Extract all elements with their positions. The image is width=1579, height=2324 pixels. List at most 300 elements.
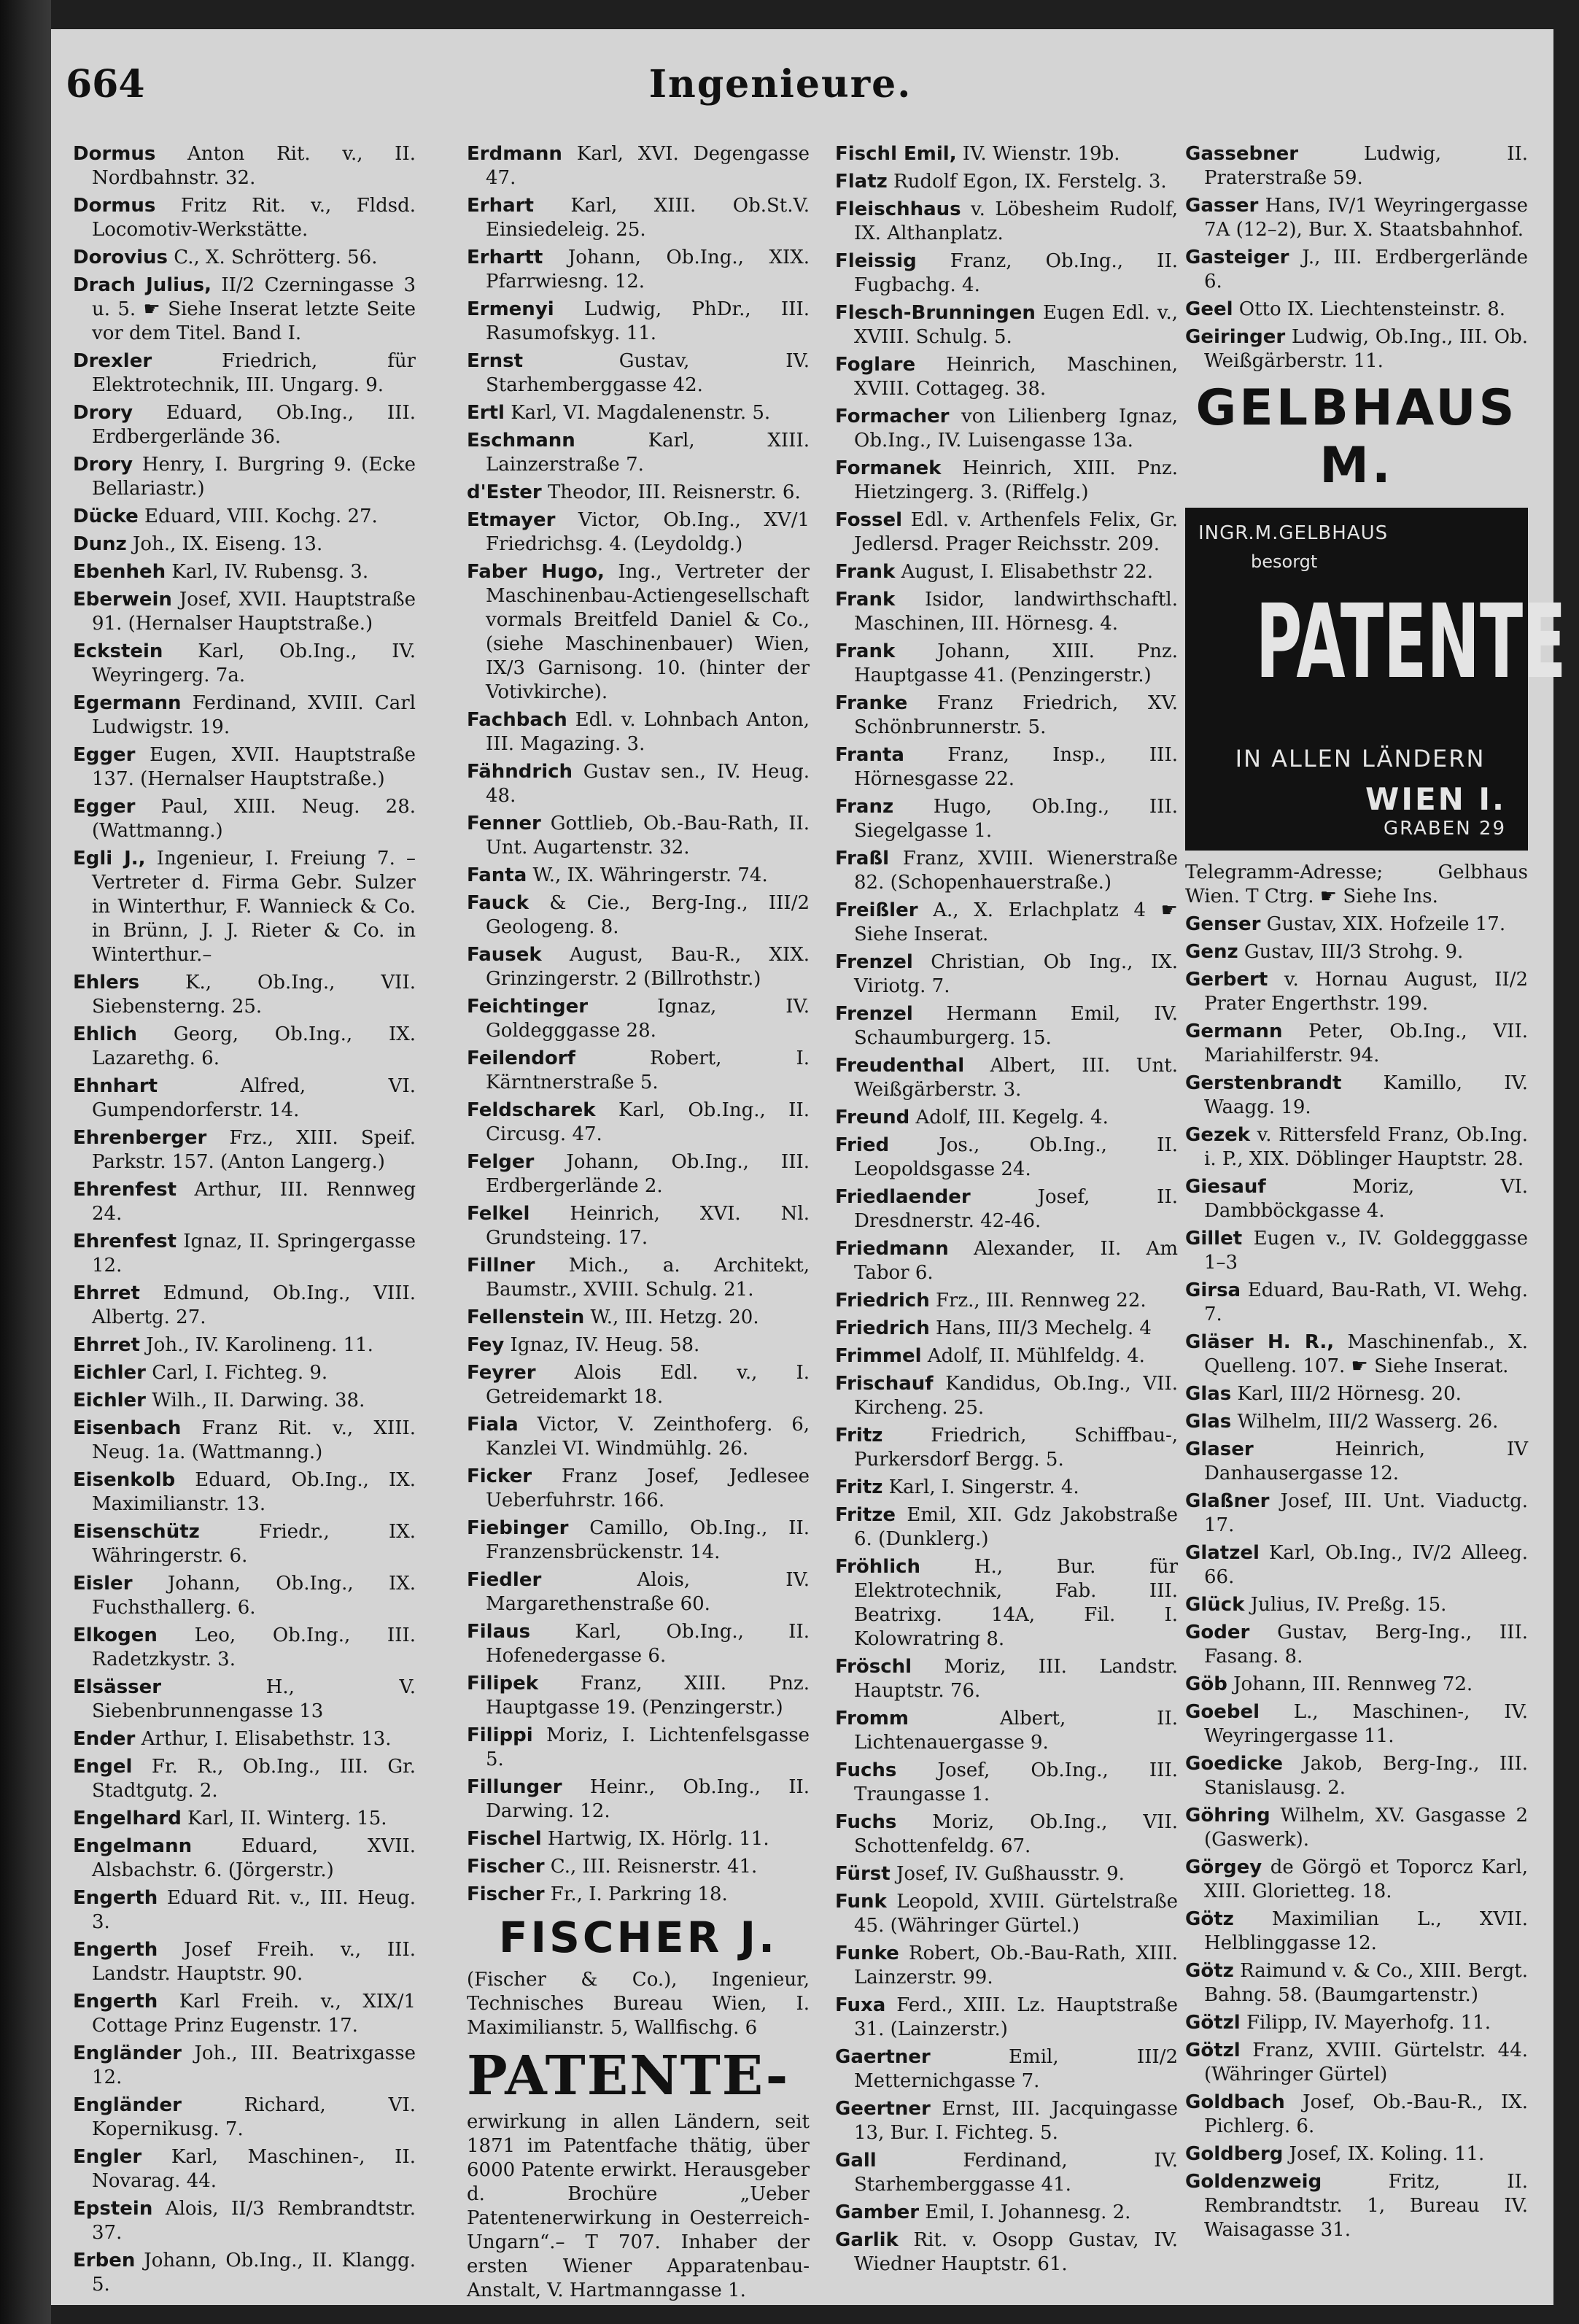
entry-details: Fritz Rit. v., Fldsd. Locomotiv-Werkstätte. bbox=[92, 195, 416, 241]
directory-entry bbox=[73, 1807, 416, 1831]
directory-entry bbox=[73, 1676, 416, 1724]
directory-entry bbox=[467, 481, 810, 505]
entry-name: Garlik bbox=[835, 2229, 899, 2251]
entry-details: A., X. Erlachplatz 4 ☛ Siehe Inserat. bbox=[854, 899, 1178, 945]
entry-details: Edl. v. Lohnbach Anton, III. Magazing. 3. bbox=[486, 709, 810, 755]
entry-name: Fellenstein bbox=[467, 1306, 585, 1328]
directory-entry bbox=[73, 560, 416, 584]
entry-name: Egger bbox=[73, 796, 136, 818]
directory-entry bbox=[835, 1106, 1178, 1130]
entry-name: Freißler bbox=[835, 899, 918, 921]
entry-details: Maximilian L., XVII. Helblinggasse 12. bbox=[1204, 1908, 1528, 1954]
entry-name: Fischl Emil, bbox=[835, 143, 957, 165]
directory-entry bbox=[835, 950, 1178, 999]
directory-entry bbox=[1185, 1621, 1528, 1669]
directory-entry bbox=[73, 2197, 416, 2245]
directory-entry bbox=[835, 588, 1178, 636]
entry-name: Foglare bbox=[835, 354, 916, 376]
directory-entry bbox=[1185, 1673, 1528, 1697]
entry-name: Fauck bbox=[467, 892, 529, 914]
directory-entry bbox=[467, 1465, 810, 1513]
entry-name: Goldbach bbox=[1185, 2091, 1285, 2113]
entry-name: Fleissig bbox=[835, 250, 917, 272]
entry-details: Ignaz, IV. Goldegggasse 28. bbox=[486, 996, 810, 1042]
entry-name: Friedlaender bbox=[835, 1186, 971, 1208]
entry-name: Glatzel bbox=[1185, 1542, 1260, 1564]
entry-details: Karl Freih. v., XIX/1 Cottage Prinz Eugenstr. 17. bbox=[92, 1991, 416, 2037]
entry-details: Eugen v., IV. Goldegggasse 1–3 bbox=[1204, 1228, 1528, 1274]
entry-details: Jakob, Berg-Ing., III. Stanislausg. 2. bbox=[1204, 1753, 1528, 1799]
entry-details: Eduard, VIII. Kochg. 27. bbox=[138, 506, 378, 527]
directory-entry bbox=[835, 1372, 1178, 1420]
entry-details: Johann, Ob.Ing., IX. Fuchsthallerg. 6. bbox=[92, 1573, 416, 1619]
entry-details: Franz Josef, Jedlesee Ueberfuhrstr. 166. bbox=[486, 1465, 810, 1511]
entry-details: Karl, XVI. Degengasse 47. bbox=[486, 143, 810, 189]
entry-details: J., III. Erdbergerlände 6. bbox=[1204, 247, 1528, 293]
entry-details: Christian, Ob Ing., IX. Viriotg. 7. bbox=[854, 951, 1178, 997]
entry-name: Engelmann bbox=[73, 1835, 193, 1857]
entry-details: Alois Edl. v., I. Getreidemarkt 18. bbox=[486, 1362, 810, 1408]
entry-name: Fleischhaus bbox=[835, 198, 961, 220]
entry-name: Fiala bbox=[467, 1414, 519, 1436]
directory-entry bbox=[835, 1476, 1178, 1500]
entry-details: H., Bur. für Elektrotechnik, Fab. III. Beatrixg. 14A, Fil. I. Kolowratring 8. bbox=[854, 1556, 1178, 1650]
entry-details: Karl, IV. Rubensg. 3. bbox=[166, 561, 369, 583]
entry-details: C., III. Reisnerstr. 41. bbox=[544, 1856, 758, 1878]
entry-name: Glück bbox=[1185, 1594, 1245, 1616]
entry-details: Josef, IX. Koling. 11. bbox=[1283, 2143, 1485, 2165]
entry-name: Frischauf bbox=[835, 1373, 934, 1395]
directory-entry bbox=[835, 249, 1178, 298]
entry-details: Leopold, XVIII. Gürtelstraße 45. (Währinger Gürtel.) bbox=[854, 1891, 1178, 1937]
entry-name: Fröhlich bbox=[835, 1556, 921, 1578]
directory-entry bbox=[73, 349, 416, 398]
directory-entry bbox=[73, 640, 416, 688]
directory-entry bbox=[1185, 1490, 1528, 1538]
entry-details: Peter, Ob.Ing., VII. Mariahilferstr. 94. bbox=[1204, 1020, 1528, 1066]
entry-name: Geiringer bbox=[1185, 326, 1286, 348]
entry-name: Götzl bbox=[1185, 2012, 1241, 2034]
entry-details: Frz., XIII. Speif. Parkstr. 157. (Anton Langerg.) bbox=[92, 1127, 416, 1173]
directory-entry bbox=[467, 812, 810, 860]
entry-details: Eduard, Ob.Ing., IX. Maximilianstr. 13. bbox=[92, 1469, 416, 1515]
entry-name: Gasser bbox=[1185, 195, 1259, 217]
directory-entry bbox=[1185, 913, 1528, 937]
gelbhaus-box-wien: WIEN I. bbox=[1365, 781, 1506, 817]
directory-entry bbox=[73, 246, 416, 270]
entry-details: Gottlieb, Ob.-Bau-Rath, II. Unt. Augartenstr. 32. bbox=[486, 813, 810, 859]
directory-entry bbox=[73, 743, 416, 791]
entry-name: Dorovius bbox=[73, 247, 168, 268]
entry-details: Franz, Ob.Ing., II. Fugbachg. 4. bbox=[854, 250, 1178, 296]
entry-name: Feilendorf bbox=[467, 1047, 575, 1069]
entry-details: Heinrich, Maschinen, XVIII. Cottageg. 38. bbox=[854, 354, 1178, 400]
directory-entry bbox=[467, 1775, 810, 1824]
directory-entry bbox=[835, 2097, 1178, 2145]
column-2 bbox=[467, 142, 810, 2301]
directory-entry bbox=[835, 1054, 1178, 1102]
entry-name: Ebenheh bbox=[73, 561, 166, 583]
directory-entry bbox=[835, 743, 1178, 791]
directory-entry bbox=[1185, 1856, 1528, 1904]
entry-details: Kamillo, IV. Waagg. 19. bbox=[1204, 1072, 1528, 1118]
directory-entry bbox=[1185, 1227, 1528, 1275]
entry-name: Goldenzweig bbox=[1185, 2171, 1322, 2193]
entry-details: Karl, VI. Magdalenenstr. 5. bbox=[504, 402, 771, 424]
entry-details: Gustav, Berg-Ing., III. Fasang. 8. bbox=[1204, 1622, 1528, 1668]
entry-name: Glas bbox=[1185, 1411, 1232, 1433]
entry-details: Maschinenfab., X. Quelleng. 107. ☛ Siehe Inserat. bbox=[1204, 1331, 1528, 1377]
entry-name: Engländer bbox=[73, 2042, 182, 2064]
entry-name: Frank bbox=[835, 561, 896, 583]
entry-details: Karl, XIII. Lainzerstraße 7. bbox=[486, 430, 810, 476]
directory-entry bbox=[835, 560, 1178, 584]
entry-name: Gaertner bbox=[835, 2046, 931, 2068]
column-4 bbox=[1185, 142, 1567, 2258]
directory-entry bbox=[467, 1306, 810, 1330]
entry-name: Eschmann bbox=[467, 430, 575, 452]
directory-entry bbox=[467, 1568, 810, 1616]
directory-entry bbox=[835, 1759, 1178, 1807]
directory-entry bbox=[835, 847, 1178, 895]
directory-entry bbox=[73, 1178, 416, 1226]
directory-entry bbox=[467, 1047, 810, 1095]
entry-details: Filipp, IV. Mayerhofg. 11. bbox=[1240, 2012, 1491, 2034]
entry-name: Frimmel bbox=[835, 1345, 922, 1367]
entry-name: Glaser bbox=[1185, 1438, 1254, 1460]
entry-name: Görgey bbox=[1185, 1856, 1262, 1878]
directory-entry bbox=[835, 353, 1178, 401]
entry-details: Ferdinand, XVIII. Carl Ludwigstr. 19. bbox=[92, 692, 416, 738]
directory-entry bbox=[467, 1099, 810, 1147]
entry-details: Anton Rit. v., II. Nordbahnstr. 32. bbox=[92, 143, 416, 189]
entry-details: Leo, Ob.Ing., III. Radetzkystr. 3. bbox=[92, 1624, 416, 1670]
directory-entry bbox=[73, 1624, 416, 1672]
entry-details: Camillo, Ob.Ing., II. Franzensbrückenstr. 14. bbox=[486, 1517, 810, 1563]
entry-details: Ferdinand, IV. Starhemberggasse 41. bbox=[854, 2150, 1178, 2196]
entry-name: Engerth bbox=[73, 1887, 158, 1909]
directory-entry bbox=[467, 508, 810, 557]
entry-details: Ludwig, II. Praterstraße 59. bbox=[1204, 143, 1528, 189]
directory-entry bbox=[835, 2045, 1178, 2093]
directory-entry bbox=[835, 2201, 1178, 2225]
directory-entry bbox=[1185, 1123, 1528, 1171]
entry-name: Filaus bbox=[467, 1621, 531, 1643]
entry-name: Fuxa bbox=[835, 1994, 886, 2016]
entry-details: v. Rittersfeld Franz, Ob.Ing. i. P., XIX. Döblinger Hauptstr. 28. bbox=[1204, 1124, 1528, 1170]
entry-name: Gläser H. R., bbox=[1185, 1331, 1335, 1353]
entry-details: Carl, I. Fichteg. 9. bbox=[145, 1362, 328, 1384]
directory-entry bbox=[73, 1572, 416, 1620]
entry-name: Fiebinger bbox=[467, 1517, 569, 1539]
directory-entry bbox=[1185, 1410, 1528, 1434]
directory-entry bbox=[73, 971, 416, 1019]
entry-details: Moriz, VI. Dambböckgasse 4. bbox=[1204, 1176, 1528, 1222]
entry-name: Fischer bbox=[467, 1856, 545, 1878]
entry-details: Moriz, III. Landstr. Hauptstr. 76. bbox=[854, 1656, 1178, 1702]
directory-entry bbox=[1185, 1959, 1528, 2007]
entry-details: Wilhelm, III/2 Wasserg. 26. bbox=[1231, 1411, 1499, 1433]
entry-name: Etmayer bbox=[467, 509, 556, 531]
entry-details: Johann, III. Rennweg 72. bbox=[1227, 1673, 1473, 1695]
entry-details: L., Maschinen-, IV. Weyringergasse 11. bbox=[1204, 1701, 1528, 1747]
directory-entry bbox=[73, 692, 416, 740]
entry-name: Elkogen bbox=[73, 1624, 158, 1646]
directory-entry bbox=[835, 640, 1178, 688]
entry-name: Erhartt bbox=[467, 247, 543, 268]
entry-details: Robert, I. Kärntnerstraße 5. bbox=[486, 1047, 810, 1093]
entry-details: Ludwig, PhDr., III. Rasumofskyg. 11. bbox=[486, 298, 810, 344]
entry-details: Edmund, Ob.Ing., VIII. Albertg. 27. bbox=[92, 1282, 416, 1328]
entry-name: Geertner bbox=[835, 2098, 931, 2120]
directory-entry bbox=[835, 1555, 1178, 1651]
directory-entry bbox=[1185, 142, 1528, 190]
entry-details: Franz, Insp., III. Hörnesgasse 22. bbox=[854, 744, 1178, 790]
entry-details: Edl. v. Arthenfels Felix, Gr. Jedlersd. Prager Reichsstr. 209. bbox=[854, 509, 1178, 555]
directory-entry bbox=[1185, 246, 1528, 294]
directory-entry bbox=[73, 1074, 416, 1123]
entry-name: Feldscharek bbox=[467, 1099, 596, 1121]
entry-name: Goldberg bbox=[1185, 2143, 1284, 2165]
entry-name: Ehrret bbox=[73, 1282, 140, 1304]
entry-name: Gassebner bbox=[1185, 143, 1299, 165]
entry-name: Fillunger bbox=[467, 1776, 562, 1798]
entry-details: Franz Friedrich, XV. Schönbrunnerstr. 5. bbox=[854, 692, 1178, 738]
directory-entry bbox=[467, 1361, 810, 1409]
directory-entry bbox=[467, 1254, 810, 1302]
fischer-advertisement bbox=[467, 1913, 810, 2303]
directory-entry bbox=[835, 1185, 1178, 1233]
entry-name: Eisenkolb bbox=[73, 1469, 176, 1491]
directory-entry bbox=[835, 2228, 1178, 2277]
directory-entry bbox=[467, 349, 810, 398]
directory-entry bbox=[835, 795, 1178, 843]
entry-details: Isidor, landwirthschaftl. Maschinen, III. Hörnesg. 4. bbox=[854, 589, 1178, 635]
directory-entry bbox=[73, 1282, 416, 1330]
entry-name: Fuchs bbox=[835, 1759, 897, 1781]
entry-details: Albert, III. Unt. Weißgärberstr. 3. bbox=[854, 1055, 1178, 1101]
entry-details: Georg, Ob.Ing., IX. Lazarethg. 6. bbox=[92, 1023, 416, 1069]
entry-details: Heinrich, XVI. Nl. Grundsteing. 17. bbox=[486, 1203, 810, 1249]
entry-name: Fillner bbox=[467, 1255, 535, 1277]
entry-details: Friedrich, Schiffbau-, Purkersdorf Bergg. 5. bbox=[854, 1425, 1178, 1471]
entry-name: Franta bbox=[835, 744, 904, 766]
entry-name: Ehrret bbox=[73, 1334, 140, 1356]
directory-entry bbox=[835, 1890, 1178, 1938]
directory-entry bbox=[467, 995, 810, 1043]
directory-entry bbox=[1185, 940, 1528, 964]
entry-name: Friedmann bbox=[835, 1238, 949, 1260]
gelbhaus-heading: GELBHAUS M. bbox=[1195, 379, 1518, 495]
directory-entry bbox=[73, 1361, 416, 1385]
entry-details: W., III. Hetzg. 20. bbox=[584, 1306, 759, 1328]
directory-entry bbox=[835, 1134, 1178, 1182]
entry-details: Karl, III/2 Hörnesg. 20. bbox=[1231, 1383, 1462, 1405]
directory-entry bbox=[1185, 2091, 1528, 2139]
entry-name: Engerth bbox=[73, 1991, 158, 2013]
entry-name: Formanek bbox=[835, 457, 942, 479]
entry-details: Josef, XVII. Hauptstraße 91. (Hernalser Hauptstraße.) bbox=[92, 589, 416, 635]
entry-details: Ignaz, II. Springergasse 12. bbox=[92, 1231, 416, 1277]
entry-name: Gillet bbox=[1185, 1228, 1243, 1250]
directory-entry bbox=[73, 1417, 416, 1465]
directory-entry bbox=[1185, 1907, 1528, 1956]
entry-details: Jos., Ob.Ing., II. Leopoldsgasse 24. bbox=[854, 1134, 1178, 1180]
directory-entry bbox=[73, 2093, 416, 2142]
entry-name: Fischel bbox=[467, 1828, 542, 1850]
entry-name: Ehrenfest bbox=[73, 1231, 177, 1252]
entry-name: Filippi bbox=[467, 1724, 533, 1746]
entry-details: Franz Rit. v., XIII. Neug. 1a. (Wattmanng.) bbox=[92, 1417, 416, 1463]
column-1 bbox=[73, 142, 416, 2296]
entry-name: Götz bbox=[1185, 1908, 1234, 1930]
directory-entry bbox=[467, 298, 810, 346]
directory-entry bbox=[835, 142, 1178, 166]
directory-entry bbox=[73, 2042, 416, 2090]
entry-name: Gerbert bbox=[1185, 969, 1268, 991]
entry-name: Formacher bbox=[835, 406, 950, 427]
book-spine bbox=[0, 0, 51, 2324]
entry-details: Karl, Ob.Ing., IV/2 Alleeg. 66. bbox=[1204, 1542, 1528, 1588]
directory-entry bbox=[73, 1938, 416, 1986]
entry-details: Arthur, III. Rennweg 24. bbox=[92, 1179, 416, 1225]
entry-details: Raimund v. & Co., XIII. Bergt. Bahng. 58. (Baumgartenstr.) bbox=[1204, 1960, 1528, 2006]
entry-details: v. Löbesheim Rudolf, IX. Althanplatz. bbox=[854, 198, 1178, 244]
entry-details: Fr., I. Parkring 18. bbox=[544, 1883, 728, 1905]
entry-name: Frenzel bbox=[835, 1003, 913, 1025]
entry-details: Gustav sen., IV. Heug. 48. bbox=[486, 761, 810, 807]
entry-details: Eduard, Bau-Rath, VI. Wehg. 7. bbox=[1204, 1279, 1528, 1325]
entry-details: Eugen, XVII. Hauptstraße 137. (Hernalser Hauptstraße.) bbox=[92, 744, 416, 790]
directory-entry bbox=[73, 505, 416, 529]
directory-entry bbox=[1185, 1331, 1528, 1379]
entry-details: Johann, Ob.Ing., II. Klangg. 5. bbox=[92, 2250, 416, 2296]
fischer-ad-title: FISCHER J. bbox=[498, 1913, 778, 1962]
entry-details: August, Bau-R., XIX. Grinzingerstr. 2 (Billrothstr.) bbox=[486, 944, 810, 990]
entry-details: Fritz, II. Rembrandtstr. 1, Bureau IV. Waisagasse 31. bbox=[1204, 2171, 1528, 2241]
entry-details: Hans, IV/1 Weyringergasse 7A (12–2), Bur. X. Staatsbahnhof. bbox=[1204, 195, 1528, 241]
entry-details: H., V. Siebenbrunnengasse 13 bbox=[92, 1676, 416, 1722]
entry-details: Hugo, Ob.Ing., III. Siegelgasse 1. bbox=[854, 796, 1178, 842]
entry-name: Freudenthal bbox=[835, 1055, 965, 1077]
entry-name: Genz bbox=[1185, 941, 1238, 963]
entry-name: Fachbach bbox=[467, 709, 567, 731]
entry-name: Filipek bbox=[467, 1673, 539, 1694]
entry-details: Gustav, IV. Starhemberggasse 42. bbox=[486, 350, 810, 396]
entry-name: Gezek bbox=[1185, 1124, 1251, 1146]
directory-entry bbox=[73, 1990, 416, 2038]
directory-entry bbox=[73, 1520, 416, 1568]
page-header bbox=[66, 62, 1495, 120]
directory-entry bbox=[467, 891, 810, 940]
entry-name: Fritze bbox=[835, 1504, 896, 1526]
directory-entry bbox=[1185, 1072, 1528, 1120]
directory-entry bbox=[1185, 2039, 1528, 2087]
directory-entry bbox=[835, 1289, 1178, 1313]
directory-entry bbox=[73, 1468, 416, 1517]
entry-name: Fritz bbox=[835, 1425, 883, 1446]
fischer-ad-line: (Fischer & Co.), Ingenieur, Technisches Bureau Wien, I. Maximilianstr. 5, Wallfischg. 6 bbox=[467, 1969, 810, 2039]
directory-entry bbox=[835, 899, 1178, 947]
directory-entry bbox=[835, 1424, 1178, 1472]
entry-details: Johann, Ob.Ing., III. Erdbergerlände 2. bbox=[486, 1151, 810, 1197]
entry-name: Egli J., bbox=[73, 848, 146, 869]
entry-name: Erhart bbox=[467, 195, 534, 217]
entry-details: C., X. Schrötterg. 56. bbox=[167, 247, 378, 268]
entry-name: Egermann bbox=[73, 692, 182, 714]
entry-name: Fausek bbox=[467, 944, 542, 966]
entry-name: Gall bbox=[835, 2150, 877, 2172]
gelbhaus-box-graben: GRABEN 29 bbox=[1383, 818, 1506, 840]
entry-name: Ficker bbox=[467, 1465, 532, 1487]
entry-name: Eisenbach bbox=[73, 1417, 182, 1439]
entry-name: Glas bbox=[1185, 1383, 1232, 1405]
entry-name: Felkel bbox=[467, 1203, 530, 1225]
entry-details: Joh., IX. Eiseng. 13. bbox=[126, 533, 323, 555]
entry-name: Eisenschütz bbox=[73, 1521, 200, 1543]
entry-name: Ehnhart bbox=[73, 1075, 158, 1097]
entry-name: Drexler bbox=[73, 350, 152, 372]
entry-details: Henry, I. Burgring 9. (Ecke Bellariastr.) bbox=[92, 454, 416, 500]
entry-details: Alexander, II. Am Tabor 6. bbox=[854, 1238, 1178, 1284]
directory-entry bbox=[835, 1503, 1178, 1552]
directory-entry bbox=[73, 194, 416, 242]
directory-entry bbox=[1185, 1700, 1528, 1748]
directory-entry bbox=[835, 198, 1178, 246]
directory-entry bbox=[1185, 1382, 1528, 1406]
directory-entry bbox=[835, 508, 1178, 557]
directory-entry bbox=[835, 2149, 1178, 2197]
entry-name: Dormus bbox=[73, 143, 156, 165]
entry-details: Otto IX. Liechtensteinstr. 8. bbox=[1233, 298, 1506, 320]
directory-entry bbox=[73, 1023, 416, 1071]
directory-entry bbox=[467, 1620, 810, 1668]
entry-name: Fey bbox=[467, 1334, 505, 1356]
entry-details: Theodor, III. Reisnerstr. 6. bbox=[541, 481, 801, 503]
entry-details: Gustav, XIX. Hofzeile 17. bbox=[1260, 913, 1506, 935]
entry-name: Fritz bbox=[835, 1476, 883, 1498]
directory-entry bbox=[1185, 968, 1528, 1016]
directory-entry bbox=[835, 1002, 1178, 1050]
directory-entry bbox=[73, 1886, 416, 1934]
entry-name: Gasteiger bbox=[1185, 247, 1289, 268]
entry-name: Dücke bbox=[73, 506, 139, 527]
gelbhaus-box-sub: besorgt bbox=[1251, 551, 1318, 572]
entry-details: Johann, Ob.Ing., XIX. Pfarrwiesng. 12. bbox=[486, 247, 810, 293]
entry-name: Gamber bbox=[835, 2201, 920, 2223]
entry-details: Josef Freih. v., III. Landstr. Hauptstr. 90. bbox=[92, 1939, 416, 1985]
entry-name: Elsässer bbox=[73, 1676, 162, 1698]
directory-entry bbox=[467, 429, 810, 477]
entry-name: Goedicke bbox=[1185, 1753, 1283, 1775]
entry-name: Drach Julius, bbox=[73, 274, 212, 296]
directory-entry bbox=[73, 1333, 416, 1357]
directory-entry bbox=[467, 760, 810, 808]
entry-details: Hartwig, IX. Hörlg. 11. bbox=[541, 1828, 769, 1850]
entry-name: Fanta bbox=[467, 864, 527, 886]
entry-details: August, I. Elisabethstr 22. bbox=[895, 561, 1154, 583]
directory-entry bbox=[73, 847, 416, 967]
entry-details: Karl, XIII. Ob.St.V. Einsiedeleig. 25. bbox=[486, 195, 810, 241]
directory-entry bbox=[1185, 325, 1528, 373]
entry-details: Kandidus, Ob.Ing., VII. Kircheng. 25. bbox=[854, 1373, 1178, 1419]
page-number: 664 bbox=[66, 62, 145, 106]
entry-details: Heinrich, XIII. Pnz. Hietzingerg. 3. (Riffelg.) bbox=[854, 457, 1178, 503]
entry-name: Fähndrich bbox=[467, 761, 573, 783]
entry-details: Hermann Emil, IV. Schaumburgerg. 15. bbox=[854, 1003, 1178, 1049]
entry-details: W., IX. Währingerstr. 74. bbox=[527, 864, 768, 886]
directory-entry bbox=[467, 194, 810, 242]
